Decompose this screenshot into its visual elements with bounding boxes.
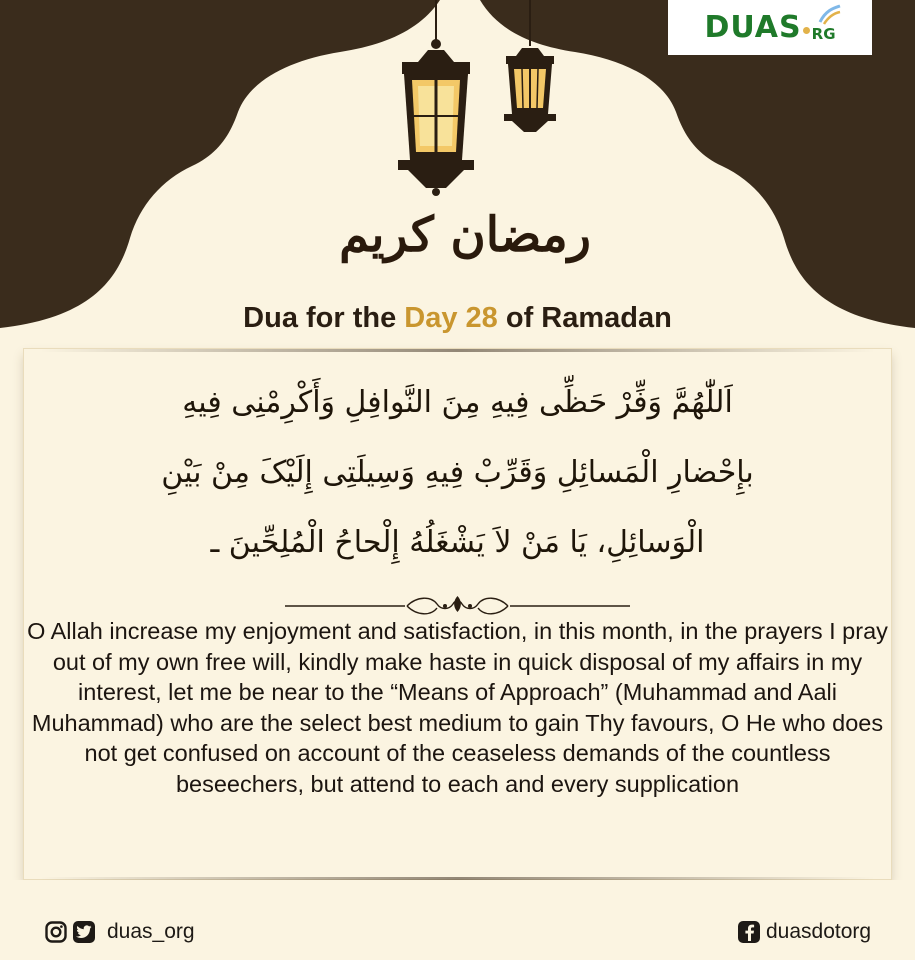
arabic-line: الْوَسائِلِ، یَا مَنْ لاَ یَشْغَلُهُ إِلْحاحُ الْمُلِحِّینَ ـ bbox=[210, 525, 705, 560]
left-social-handle[interactable]: duas_org bbox=[107, 920, 195, 943]
ramadan-kareem-calligraphy: رمضان کریم bbox=[339, 207, 591, 263]
right-social-handle[interactable]: duasdotorg bbox=[766, 920, 872, 943]
logo-suffix: RG bbox=[811, 24, 836, 43]
arabic-line: اَللّٰهُمَّ وَفِّرْ حَظِّی فِیهِ مِنَ النَّوافِلِ وَأَکْرِمْنِی فِیهِ bbox=[182, 385, 733, 420]
logo-wordmark: DUAS bbox=[704, 10, 802, 45]
social-right-group[interactable] bbox=[738, 919, 871, 945]
dua-arabic-text bbox=[60, 368, 855, 578]
title-prefix: Dua for the bbox=[243, 302, 405, 334]
logo-dot-icon bbox=[803, 27, 810, 34]
facebook-icon[interactable] bbox=[738, 921, 760, 943]
page-title bbox=[0, 302, 915, 335]
twitter-icon[interactable] bbox=[73, 921, 95, 943]
arabic-line: بإِحْضارِ الْمَسائِلِ وَقَرِّبْ فِیهِ وَسِیلَتِی إِلَیْکَ مِنْ بَیْنِ bbox=[161, 455, 754, 490]
panel-bottom-shadow bbox=[40, 877, 875, 880]
title-day-highlight: Day 28 bbox=[404, 302, 498, 334]
title-suffix: of Ramadan bbox=[497, 302, 672, 334]
instagram-icon[interactable] bbox=[45, 921, 67, 943]
social-left-group[interactable] bbox=[45, 919, 195, 945]
logo-swoosh-icon bbox=[818, 4, 842, 26]
brand-logo[interactable] bbox=[668, 0, 872, 55]
dua-translation: O Allah increase my enjoyment and satisfaction, in this month, in the prayers I pray out of my own free will, kindly make haste in quick disposal of my affairs in my interest, let me be near to the “Means of Approach” (Muhammad and Aali Muhammad) who are the select best medium to gain Thy favours, O He who does not get confused on account of the ceaseless demands of the countless beseechers, but attend to each and every supplication bbox=[27, 618, 888, 797]
panel-top-shadow bbox=[40, 349, 875, 352]
